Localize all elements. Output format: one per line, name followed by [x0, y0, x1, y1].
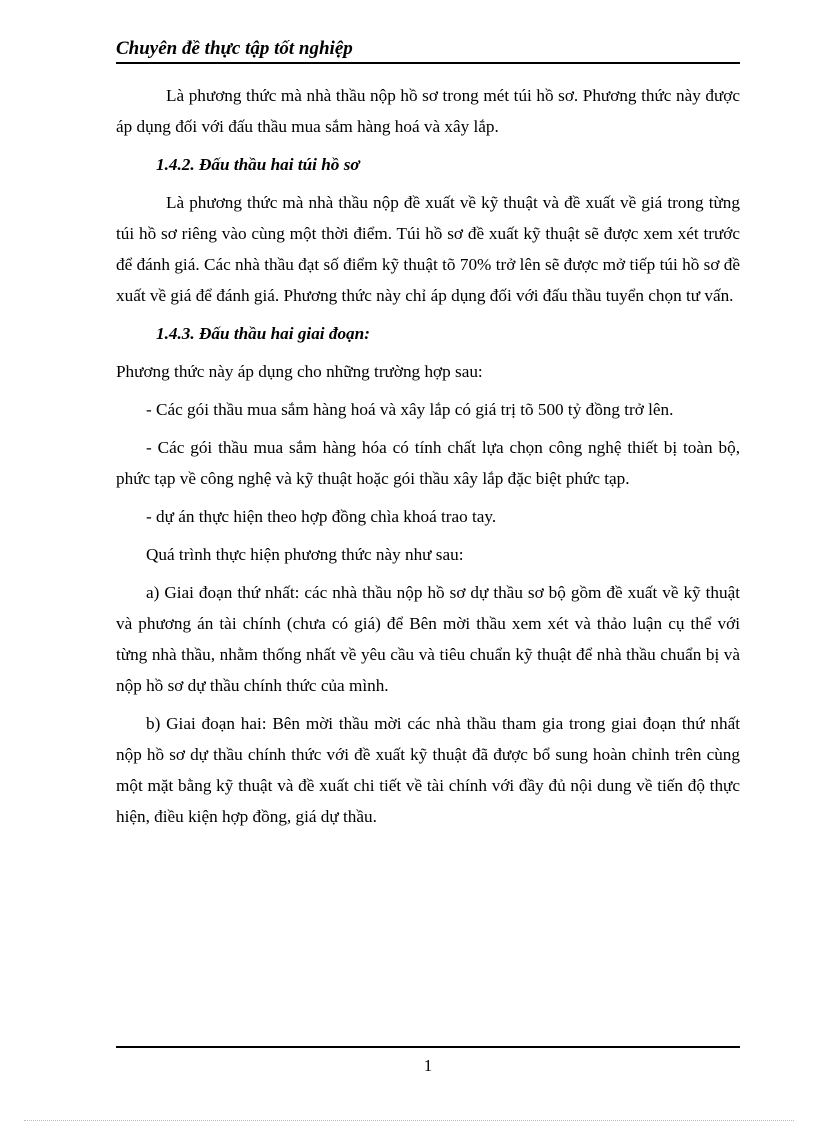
footer-divider: [116, 1046, 740, 1048]
page-header-title: Chuyên đề thực tập tốt nghiệp: [116, 38, 353, 59]
list-item: - Các gói thầu mua sắm hàng hóa có tính chất lựa chọn công nghệ thiết bị toàn bộ, phức tạp về công nghệ và kỹ thuật hoặc gói thầu xây lắp đặc biệt phức tạp.: [116, 438, 740, 488]
paragraph-two-envelope: Là phương thức mà nhà thầu nộp đề xuất về kỹ thuật và đề xuất về giá trong từng túi hồ sơ riêng vào cùng một thời điểm. Túi hồ sơ đề xuất kỹ thuật sẽ được xem xét trước để đánh giá. Các nhà thầu đạt số điểm kỹ thuật tõ 70% trở lên sẽ được mở tiếp túi hồ sơ đề xuất về giá để đánh giá. Phương thức này chỉ áp dụng đối với đấu thầu tuyển chọn tư vấn.: [116, 193, 740, 305]
paragraph-stage-one: a) Giai đoạn thứ nhất: các nhà thầu nộp hồ sơ dự thầu sơ bộ gồm đề xuất về kỹ thuật và phương án tài chính (chưa có giá) để Bên mời thầu xem xét và thảo luận cụ thể với từng nhà thầu, nhằm thống nhất về yêu cầu và tiêu chuẩn kỹ thuật để nhà thầu chuẩn bị và nộp hồ sơ dự thầu chính thức của mình.: [116, 583, 740, 695]
list-item: - Các gói thầu mua sắm hàng hoá và xây lắp có giá trị tõ 500 tỷ đồng trở lên.: [146, 400, 674, 419]
section-heading-1-4-3: 1.4.3. Đấu thầu hai giai đoạn:: [156, 324, 370, 343]
header-divider: [116, 62, 740, 64]
page-number: 1: [423, 1056, 433, 1075]
paragraph-process: Quá trình thực hiện phương thức này như sau:: [146, 545, 464, 564]
page-edge-divider: [24, 1120, 794, 1121]
paragraph-one-envelope: Là phương thức mà nhà thầu nộp hồ sơ trong mét túi hồ sơ. Phương thức này được áp dụng đối với đấu thầu mua sắm hàng hoá và xây lắp.: [116, 86, 740, 136]
document-body: [116, 80, 740, 839]
list-item: - dự án thực hiện theo hợp đồng chìa khoá trao tay.: [146, 507, 497, 526]
paragraph-applies-to: Phương thức này áp dụng cho những trường hợp sau:: [116, 362, 483, 381]
section-heading-1-4-2: 1.4.2. Đấu thầu hai túi hồ sơ: [156, 155, 360, 174]
paragraph-stage-two: b) Giai đoạn hai: Bên mời thầu mời các nhà thầu tham gia trong giai đoạn thứ nhất nộp hồ sơ dự thầu chính thức với đề xuất kỹ thuật đã được bổ sung hoàn chỉnh trên cùng một mặt bằng kỹ thuật và đề xuất chi tiết về tài chính với đầy đủ nội dung về tiến độ thực hiện, điều kiện hợp đồng, giá dự thầu.: [116, 714, 740, 826]
